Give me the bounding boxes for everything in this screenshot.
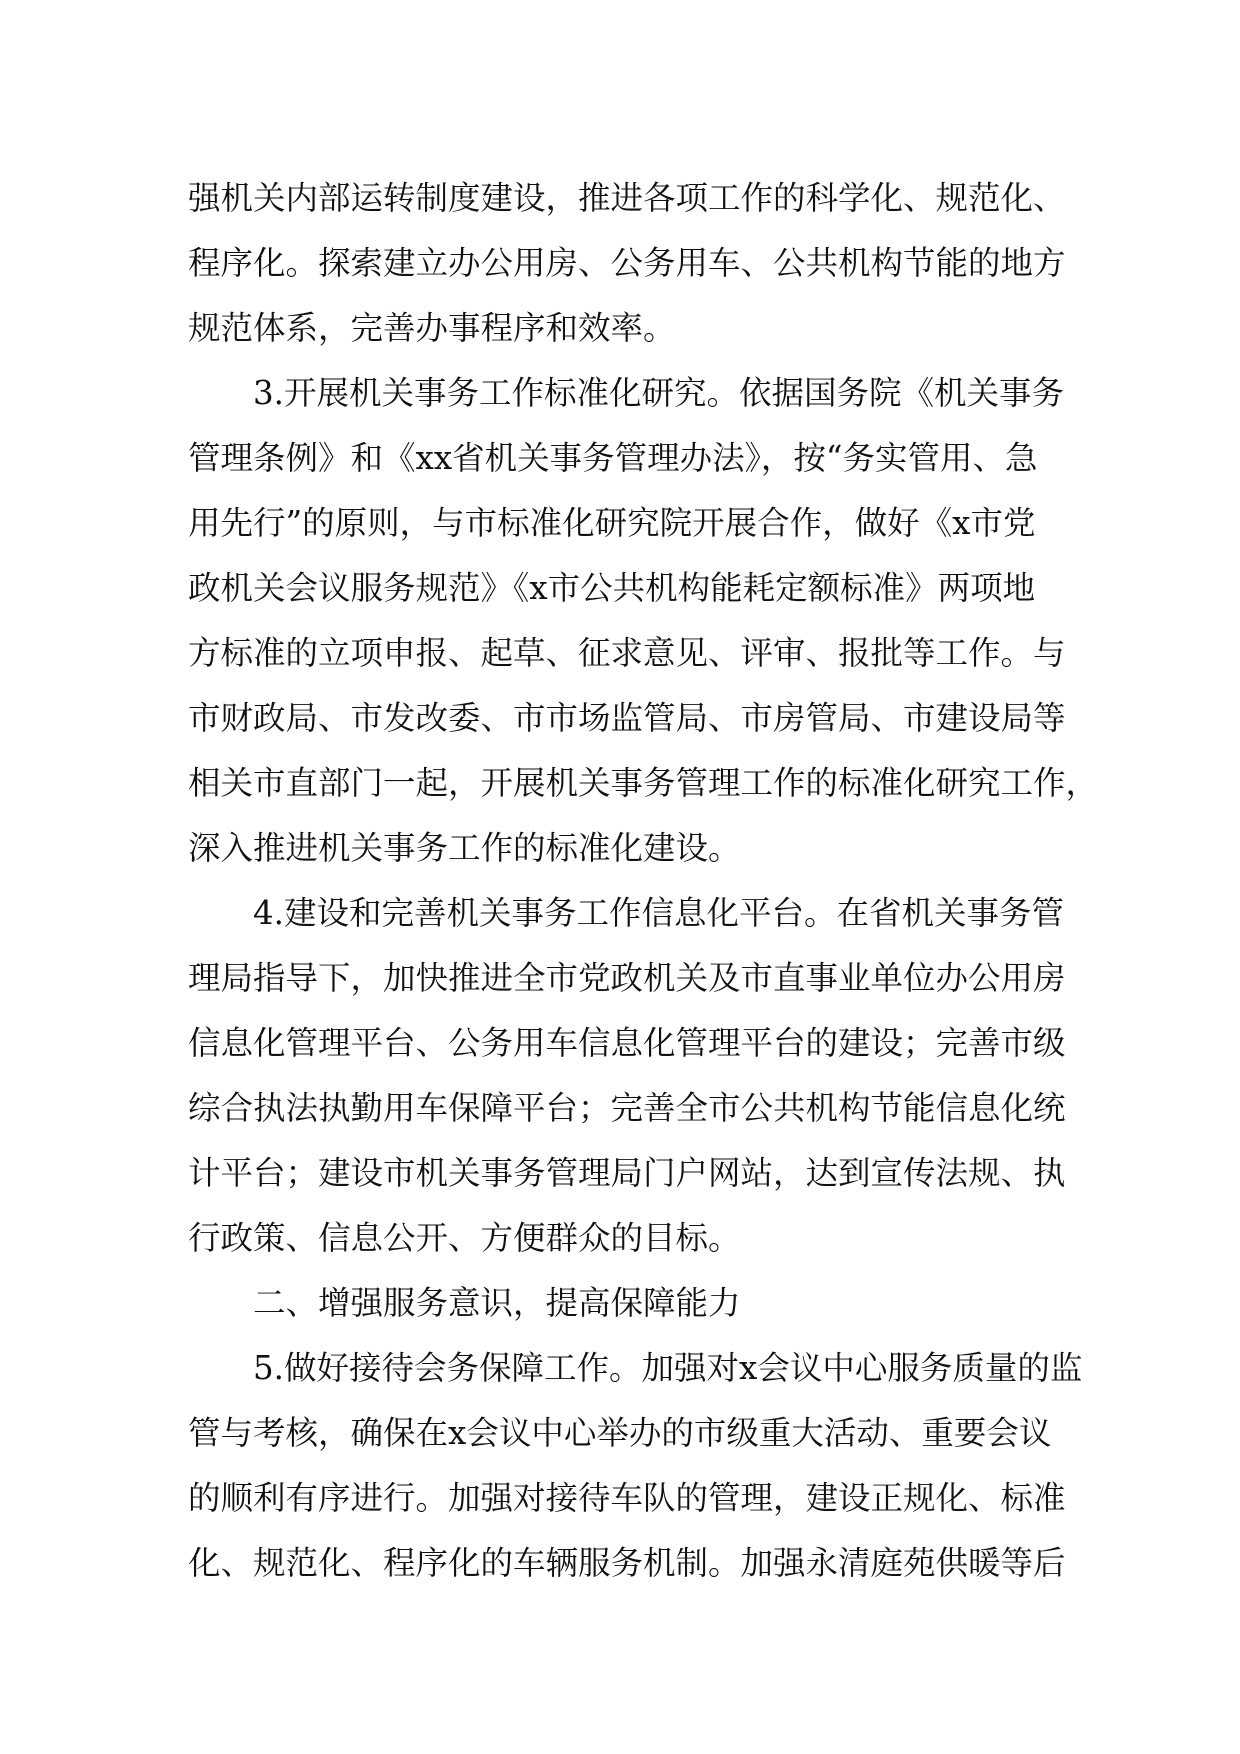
text-line: 二、增强服务意识，提高保障能力 [253, 1284, 741, 1322]
text-line: 程序化。探索建立办公用房、公务用车、公共机构节能的地方 [188, 244, 1066, 282]
section-heading [188, 1271, 1088, 1336]
text-line: 强机关内部运转制度建设，推进各项工作的科学化、规范化、 [188, 179, 1066, 217]
text-line: 信息化管理平台、公务用车信息化管理平台的建设；完善市级 [188, 1024, 1066, 1062]
text-line: 深入推进机关事务工作的标准化建设。 [188, 829, 741, 867]
text-line: 理局指导下，加快推进全市党政机关及市直事业单位办公用房 [188, 959, 1066, 997]
paragraph [188, 166, 1088, 361]
text-line: 规范体系，完善办事程序和效率。 [188, 309, 676, 347]
text-line: 市财政局、市发改委、市市场监管局、市房管局、市建设局等 [188, 699, 1066, 737]
text-line: 3.开展机关事务工作标准化研究。依据国务院《机关事务 [253, 374, 1065, 412]
text-line: 管理条例》和《xx省机关事务管理办法》，按“务实管用、急 [188, 439, 1038, 477]
paragraph [188, 1336, 1088, 1596]
text-line: 的顺利有序进行。加强对接待车队的管理，建设正规化、标准 [188, 1479, 1066, 1517]
document-body [188, 166, 1099, 1596]
text-line: 方标准的立项申报、起草、征求意见、评审、报批等工作。与 [188, 634, 1066, 672]
text-line: 用先行”的原则，与市标准化研究院开展合作，做好《x市党 [188, 504, 1036, 542]
paragraph [188, 881, 1088, 1271]
text-line: 综合执法执勤用车保障平台；完善全市公共机构节能信息化统 [188, 1089, 1066, 1127]
paragraph [188, 361, 1099, 881]
text-line: 4.建设和完善机关事务工作信息化平台。在省机关事务管 [253, 894, 1065, 932]
text-line: 政机关会议服务规范》《x市公共机构能耗定额标准》两项地 [188, 569, 1036, 607]
text-line: 化、规范化、程序化的车辆服务机制。加强永清庭苑供暖等后 [188, 1544, 1066, 1582]
text-line: 管与考核，确保在x会议中心举办的市级重大活动、重要会议 [188, 1414, 1052, 1452]
text-line: 5.做好接待会务保障工作。加强对x会议中心服务质量的监 [253, 1349, 1083, 1387]
text-line: 计平台；建设市机关事务管理局门户网站，达到宣传法规、执 [188, 1154, 1066, 1192]
text-line: 行政策、信息公开、方便群众的目标。 [188, 1219, 741, 1257]
text-line: 相关市直部门一起，开展机关事务管理工作的标准化研究工作， [188, 764, 1099, 802]
